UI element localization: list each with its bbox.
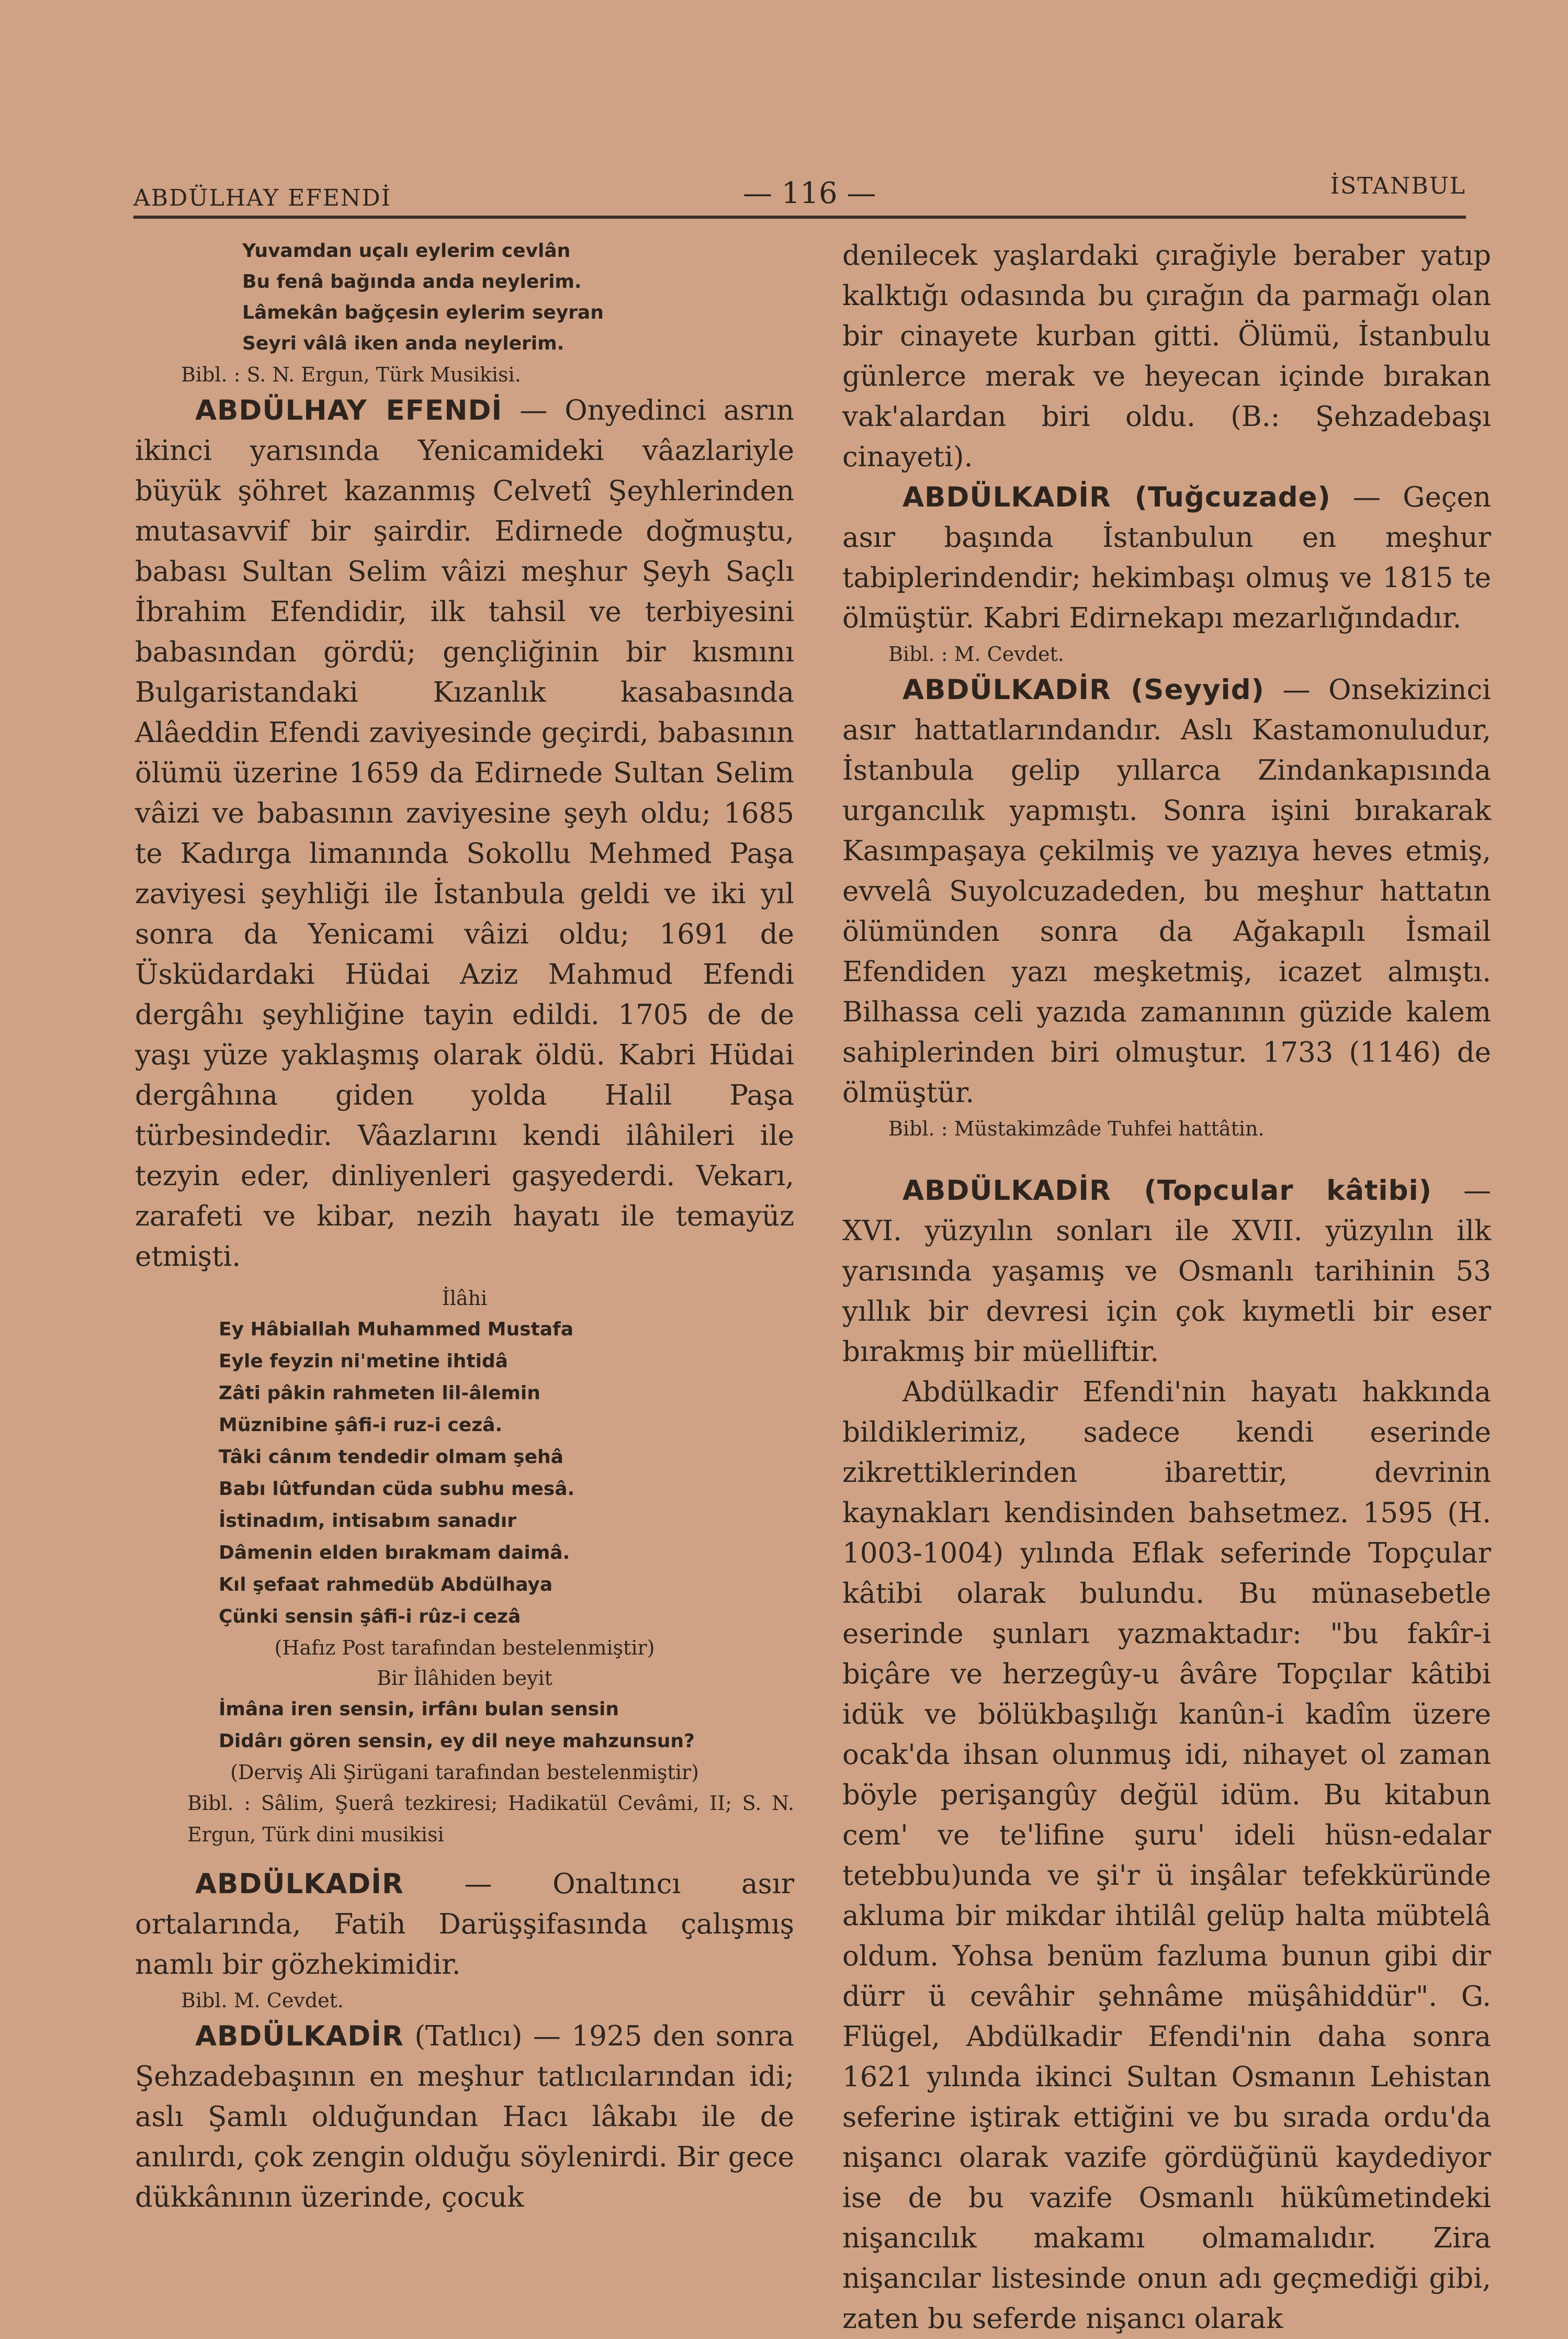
entry-abdulkadir-seyyid	[842, 670, 1491, 1113]
entry-headword: ABDÜLKADİR	[195, 1868, 404, 1900]
entry-text: (Tatlıcı) — 1925 den sonra Şehzadebaşının en meşhur tatlıcılarından idi; aslı Şamlı olduğundan Hacı lâkabı ile de anılırdı, çok zengin olduğu söylenirdi. Bir gece dükkânının üzerinde, çocuk	[135, 2020, 794, 2213]
opening-verse	[135, 235, 794, 359]
page-number: — 116 —	[743, 176, 876, 210]
verse-line: Didârı gören sensin, ey dil neye mahzunsun?	[219, 1730, 695, 1752]
entry-headword: ABDÜLHAY EFENDİ	[195, 395, 503, 426]
entry-text: — Onsekizinci asır hattatlarındandır. Aslı Kastamonuludur, İstanbula gelip yıllarca Zindankapısında urgancılık yapmıştı. Sonra işini bırakarak Kasımpaşaya çekilmiş ve yazıya heves etmiş, evvelâ Suyolcuzadeden, bu meşhur hattatın ölümünden sonra da Ağakapılı İsmail Efendiden yazı meşketmiş, icazet almıştı. Bilhassa celi yazıda zamanının güzide kalem sahiplerinden biri olmuştur. 1733 (1146) de ölmüştür.	[842, 674, 1491, 1109]
entry-text: — Onyedinci asrın ikinci yarısında Yenicamideki vâazlariyle büyük şöhret kazanmış Celvetî Şeyhlerinden mutasavvif bir şairdir. Edirnede doğmuştu, babası Sultan Selim vâizi meşhur Şeyh Saçlı İbrahim Efendidir, ilk tahsil ve terbiyesini babasından gördü; gençliğinin bir kısmını Bulgaristandaki Kızanlık kasabasında Alâeddin Efendi zaviyesinde geçirdi, babasının ölümü üzerine 1659 da Edirnede Sultan Selim vâizi ve babasının zaviyesine şeyh oldu; 1685 te Kadırga limanında Sokollu Mehmed Paşa zaviyesi şeyhliği ile İstanbula geldi ve iki yıl sonra da Yenicami vâizi oldu; 1691 de Üsküdardaki Hüdai Aziz Mahmud Efendi dergâhı şeyhliğine tayin edildi. 1705 de de yaşı yüze yaklaşmış olarak öldü. Kabri Hüdai dergâhına giden yolda Halil Paşa türbesindedir. Vâazlarını kendi ilâhileri ile tezyin eder, dinliyenleri gaşyederdi. Vekarı, zarafeti ve kibar, nezih hayatı ile temayüz etmişti.	[135, 395, 794, 1273]
composer-credit: (Derviş Ali Şirügani tarafından bestelenmiştir)	[230, 1761, 699, 1784]
entry-headword: ABDÜLKADİR (Topcular kâtibi)	[903, 1175, 1432, 1207]
entry-text: — Geçen asır başında İstanbulun en meşhur tabiplerindendir; hekimbaşı olmuş ve 1815 te ölmüştür. Kabri Edirnekapı mezarlığındadır.	[842, 481, 1491, 634]
bibliography: Bibl. M. Cevdet.	[181, 1989, 344, 2012]
entry-abdulkadir-tugcuzade	[842, 477, 1491, 638]
verse-line: Eyle feyzin ni'metine ihtidâ	[219, 1351, 508, 1372]
verse-line: İmâna iren sensin, irfânı bulan sensin	[219, 1699, 619, 1720]
left-column	[135, 235, 794, 2218]
header-rule	[133, 216, 1466, 219]
verse-line: Kıl şefaat rahmedüb Abdülhaya	[219, 1574, 553, 1595]
entry-paragraph: Abdülkadir Efendi'nin hayatı hakkında bildiklerimiz, sadece kendi eserinde zikrettiklerinden ibarettir, devrinin kaynakları kendisinden bahsetmez. 1595 (H. 1003-1004) yılında Eflak seferinde Topçular kâtibi olarak bulundu. Bu münasebetle eserinde şunları yazmaktadır: "bu fakîr-i biçâre ve herzegûy-u âvâre Topçılar kâtibi idük ve bölükbaşılığı kanûn-i kadîm üzere ocak'da ihsan olunmuş idi, nihayet ol zaman böyle perişangûy değül idüm. Bu kitabun cem' ve te'lifine şuru' ideli hüsn-edalar tetebbu)unda ve şi'r ü inşâlar tefekküründe akluma bir mikdar ihtilâl gelüp halta mübtelâ oldum. Yohsa benüm fazluma bunun gibi dir dürr ü cevâhir şehnâme müşâhiddür". G. Flügel, Abdülkadir Efendi'nin daha sonra 1621 yılında ikinci Sultan Osmanın Lehistan seferine iştirak ettiğini ve bu sırada ordu'da nişancı olarak vazife gördüğünü kaydediyor ise de bu vazife Osmanlı hükûmetindeki nişancılık makamı olmamalıdır. Zira nişancılar listesinde onun adı geçmediği gibi, zaten bu seferde nişancı olarak	[842, 1376, 1491, 2335]
verse-line: Seyri vâlâ iken anda neylerim.	[242, 333, 565, 354]
composer-credit: (Hafız Post tarafından bestelenmiştir)	[274, 1636, 655, 1659]
bibliography: Bibl. : Sâlim, Şuerâ tezkiresi; Hadikatül Cevâmi, II; S. N. Ergun, Türk dini musikisi	[187, 1792, 794, 1846]
entry-abdulkadir-tatlici	[135, 2016, 794, 2218]
entry-headword: ABDÜLKADİR	[195, 2020, 404, 2052]
entry-abdulkadir	[135, 1864, 794, 1985]
entry-text: — Onaltıncı asır ortalarında, Fatih Darüşşifasında çalışmış namlı bir gözhekimidir.	[135, 1868, 794, 1981]
verse-line: Zâti pâkin rahmeten lil-âlemin	[219, 1382, 540, 1404]
entry-abdulhay-efendi	[135, 390, 794, 1277]
running-head-right: İSTANBUL	[1330, 173, 1466, 199]
bibliography: Bibl. : M. Cevdet.	[888, 643, 1064, 666]
bibliography: Bibl. : S. N. Ergun, Türk Musikisi.	[181, 363, 521, 386]
verse-line: Müznibine şâfi-i ruz-i cezâ.	[219, 1414, 503, 1436]
page-header	[133, 170, 1466, 217]
entry-abdulkadir-topcular-katibi	[842, 1171, 1491, 1372]
verse-line: Bu fenâ bağında anda neylerim.	[242, 271, 582, 293]
beyit-heading: Bir İlâhiden beyit	[377, 1667, 552, 1690]
entry-continuation: denilecek yaşlardaki çırağiyle beraber yatıp kalktığı odasında bu çırağın da parmağı olan bir cinayete kurban gitti. Ölümü, İstanbulu günlerce merak ve heyecan içinde bırakan vak'alardan biri oldu. (B.: Şehzadebaşı cinayeti).	[842, 240, 1491, 473]
right-column	[842, 235, 1491, 2339]
verse-line: Yuvamdan uçalı eylerim cevlân	[242, 240, 571, 262]
entry-text: — XVI. yüzyılın sonları ile XVII. yüzyılın ilk yarısında yaşamış ve Osmanlı tarihinin 53 yıllık bir devresi için çok kıymetli bir eser bırakmış bir müelliftir.	[842, 1175, 1491, 1368]
verse-line: İstinadım, intisabım sanadır	[219, 1510, 517, 1532]
ilahi-verses	[135, 1313, 794, 1633]
verse-line: Çünki sensin şâfi-i rûz-i cezâ	[219, 1606, 521, 1627]
entry-headword: ABDÜLKADİR (Tuğcuzade)	[903, 481, 1331, 513]
entry-headword: ABDÜLKADİR (Seyyid)	[903, 674, 1265, 706]
verse-line: Dâmenin elden bırakmam daimâ.	[219, 1542, 570, 1564]
ilahi-heading: İlâhi	[442, 1287, 488, 1310]
verse-line: Lâmekân bağçesin eylerim seyran	[242, 302, 604, 323]
bibliography: Bibl. : Müstakimzâde Tuhfei hattâtin.	[888, 1117, 1265, 1140]
verse-line: Ey Hâbiallah Muhammed Mustafa	[219, 1319, 574, 1340]
verse-line: Tâki cânım tendedir olmam şehâ	[219, 1446, 563, 1468]
verse-line: Babı lûtfundan cüda subhu mesâ.	[219, 1478, 575, 1500]
running-head-left: ABDÜLHAY EFENDİ	[133, 185, 392, 211]
